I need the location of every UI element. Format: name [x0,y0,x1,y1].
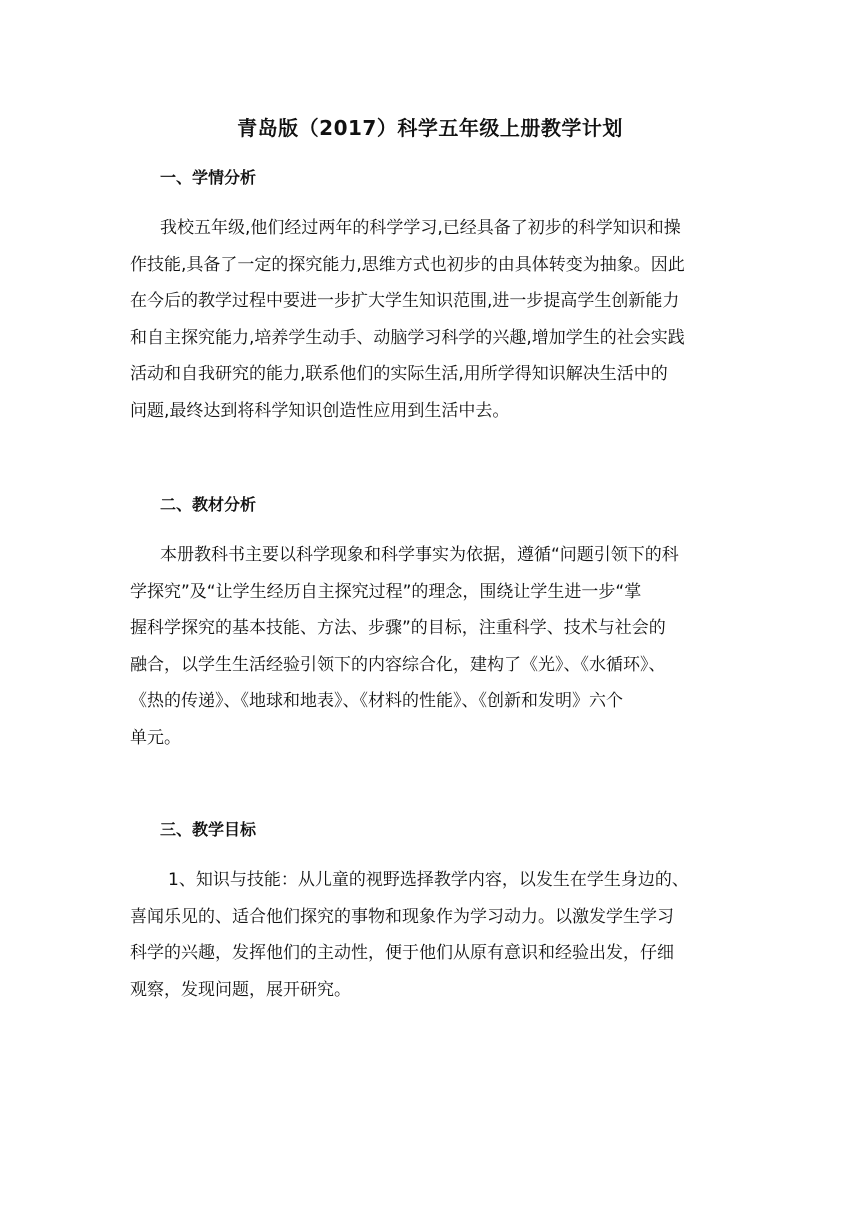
section-paragraph-teaching-objectives [130,862,740,1008]
section-heading-textbook-analysis: 二、教材分析 [160,495,257,514]
paragraph-line: 喜闻乐见的、适合他们探究的事物和现象作为学习动力。以激发学生学习 [130,906,674,927]
paragraph-line: 单元。 [130,727,181,748]
paragraph-line: 在今后的教学过程中要进一步扩大学生知识范围,进一步提高学生创新能力 [130,291,680,311]
paragraph-line: 问题,最终达到将科学知识创造性应用到生活中去。 [130,400,510,421]
paragraph-line: 科学的兴趣，发挥他们的主动性，便于他们从原有意识和经验出发，仔细 [130,943,674,963]
paragraph-line: 本册教科书主要以科学现象和科学事实为依据，遵循“问题引领下的科 [160,545,679,565]
section-heading-learning-analysis: 一、学情分析 [160,168,257,187]
paragraph-line: 作技能,具备了一定的探究能力,思维方式也初步的由具体转变为抽象。因此 [130,254,685,275]
document-title: 青岛版（2017）科学五年级上册教学计划 [237,116,623,140]
paragraph-line: 我校五年级,他们经过两年的科学学习,已经具备了初步的科学知识和操 [160,218,681,238]
paragraph-line: 融合，以学生生活经验引领下的内容综合化，建构了《光》、《水循环》、 [130,654,666,675]
paragraph-line: 学探究”及“让学生经历自主探究过程”的理念，围绕让学生进一步“掌 [130,581,642,602]
section-heading-teaching-objectives: 三、教学目标 [160,820,257,839]
paragraph-line: 活动和自我研究的能力,联系他们的实际生活,用所学得知识解决生活中的 [130,364,668,384]
section-paragraph-learning-analysis [130,210,740,429]
section-paragraph-textbook-analysis [130,537,740,756]
paragraph-line: 握科学探究的基本技能、方法、步骤”的目标，注重科学、技术与社会的 [130,618,666,638]
paragraph-line: 《热的传递》、《地球和地表》、《材料的性能》、《创新和发明》六个 [130,691,623,711]
paragraph-line: 1、知识与技能：从儿童的视野选择教学内容，以发生在学生身边的、 [168,870,689,890]
paragraph-line: 和自主探究能力,培养学生动手、动脑学习科学的兴趣,增加学生的社会实践 [130,327,685,348]
paragraph-line: 观察，发现问题，展开研究。 [130,979,351,1000]
